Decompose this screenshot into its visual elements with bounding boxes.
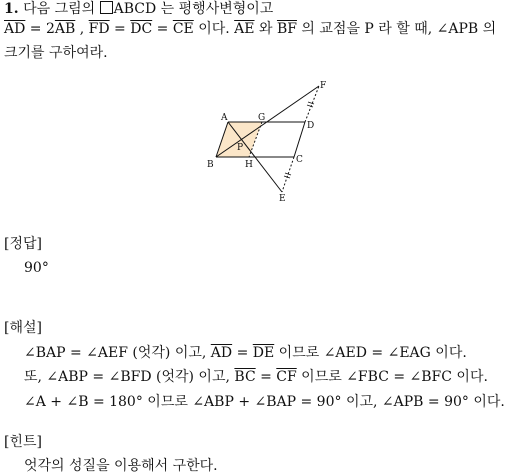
seg-bf: $\overline{BF}$: [276, 21, 297, 37]
eq-text: = 2: [25, 21, 55, 37]
seg-ae: $\overline{AE}$: [234, 21, 255, 37]
label-e: E: [279, 194, 286, 204]
label-b: B: [207, 160, 214, 170]
eq-text: =: [232, 345, 253, 361]
solution-header: [해설]: [4, 320, 42, 336]
problem-text: 와: [254, 21, 277, 37]
eq-text: =: [109, 21, 131, 37]
solution-line-3: ∠A + ∠B = 180° 이므로 ∠ABP + ∠BAP = 90° 이고, ∠APB = 90° 이다.: [24, 394, 505, 410]
sep-text: ,: [75, 21, 89, 37]
hint-text: 엇각의 성질을 이용해서 구한다.: [24, 458, 218, 474]
problem-line-3: 크기를 구하여라.: [4, 45, 108, 61]
segment-ce: [282, 157, 294, 192]
seg-dc: $\overline{DC}$: [130, 21, 153, 37]
label-a: A: [221, 113, 228, 123]
seg-fd: $\overline{FD}$: [88, 21, 110, 37]
seg-de: $\overline{DE}$: [252, 345, 275, 361]
problem-text: 이다.: [193, 21, 235, 37]
problem-line-2: [4, 19, 496, 39]
parallelogram-box-icon: [100, 1, 113, 14]
label-d: D: [307, 121, 315, 131]
solution-text: 이므로 ∠FBC = ∠BFC 이다.: [296, 369, 488, 385]
problem-text: 의 교점을 P 라 할 때, ∠APB 의: [296, 21, 497, 37]
label-g: G: [258, 113, 266, 123]
answer-value: 90°: [24, 260, 49, 276]
label-c: C: [296, 155, 303, 165]
solution-text: 또, ∠ABP = ∠BFD (엇각) 이고,: [24, 369, 235, 385]
seg-ce: $\overline{CE}$: [172, 21, 194, 37]
solution-line-1: [24, 343, 467, 363]
seg-ab: $\overline{AB}$: [54, 21, 76, 37]
hint-header: [힌트]: [4, 434, 42, 450]
seg-cf: $\overline{CF}$: [276, 369, 297, 385]
solution-text: 이므로 ∠AED = ∠EAG 이다.: [274, 345, 467, 361]
label-h: H: [245, 160, 253, 170]
seg-ad: $\overline{AD}$: [4, 21, 26, 37]
segment-dc: [294, 122, 305, 157]
seg-ad: $\overline{AD}$: [210, 345, 233, 361]
problem-number: 1.: [4, 1, 19, 17]
eq-text: =: [152, 21, 173, 37]
label-f: F: [320, 81, 327, 91]
answer-header: [정답]: [4, 236, 42, 252]
tick-mark: [307, 105, 313, 107]
parallelogram-name: ABCD: [113, 1, 157, 17]
eq-text: =: [255, 369, 277, 385]
solution-text: ∠BAP = ∠AEF (엇각) 이고,: [24, 345, 211, 361]
solution-line-2: [24, 367, 488, 387]
problem-text-pre: 다음 그림의: [23, 1, 96, 17]
parallelogram-figure: [202, 80, 342, 204]
problem-text-post: 는 평행사변형이고: [160, 1, 274, 17]
problem-line-1: [4, 0, 273, 19]
seg-bc: $\overline{BC}$: [234, 369, 256, 385]
label-p: P: [237, 143, 244, 153]
